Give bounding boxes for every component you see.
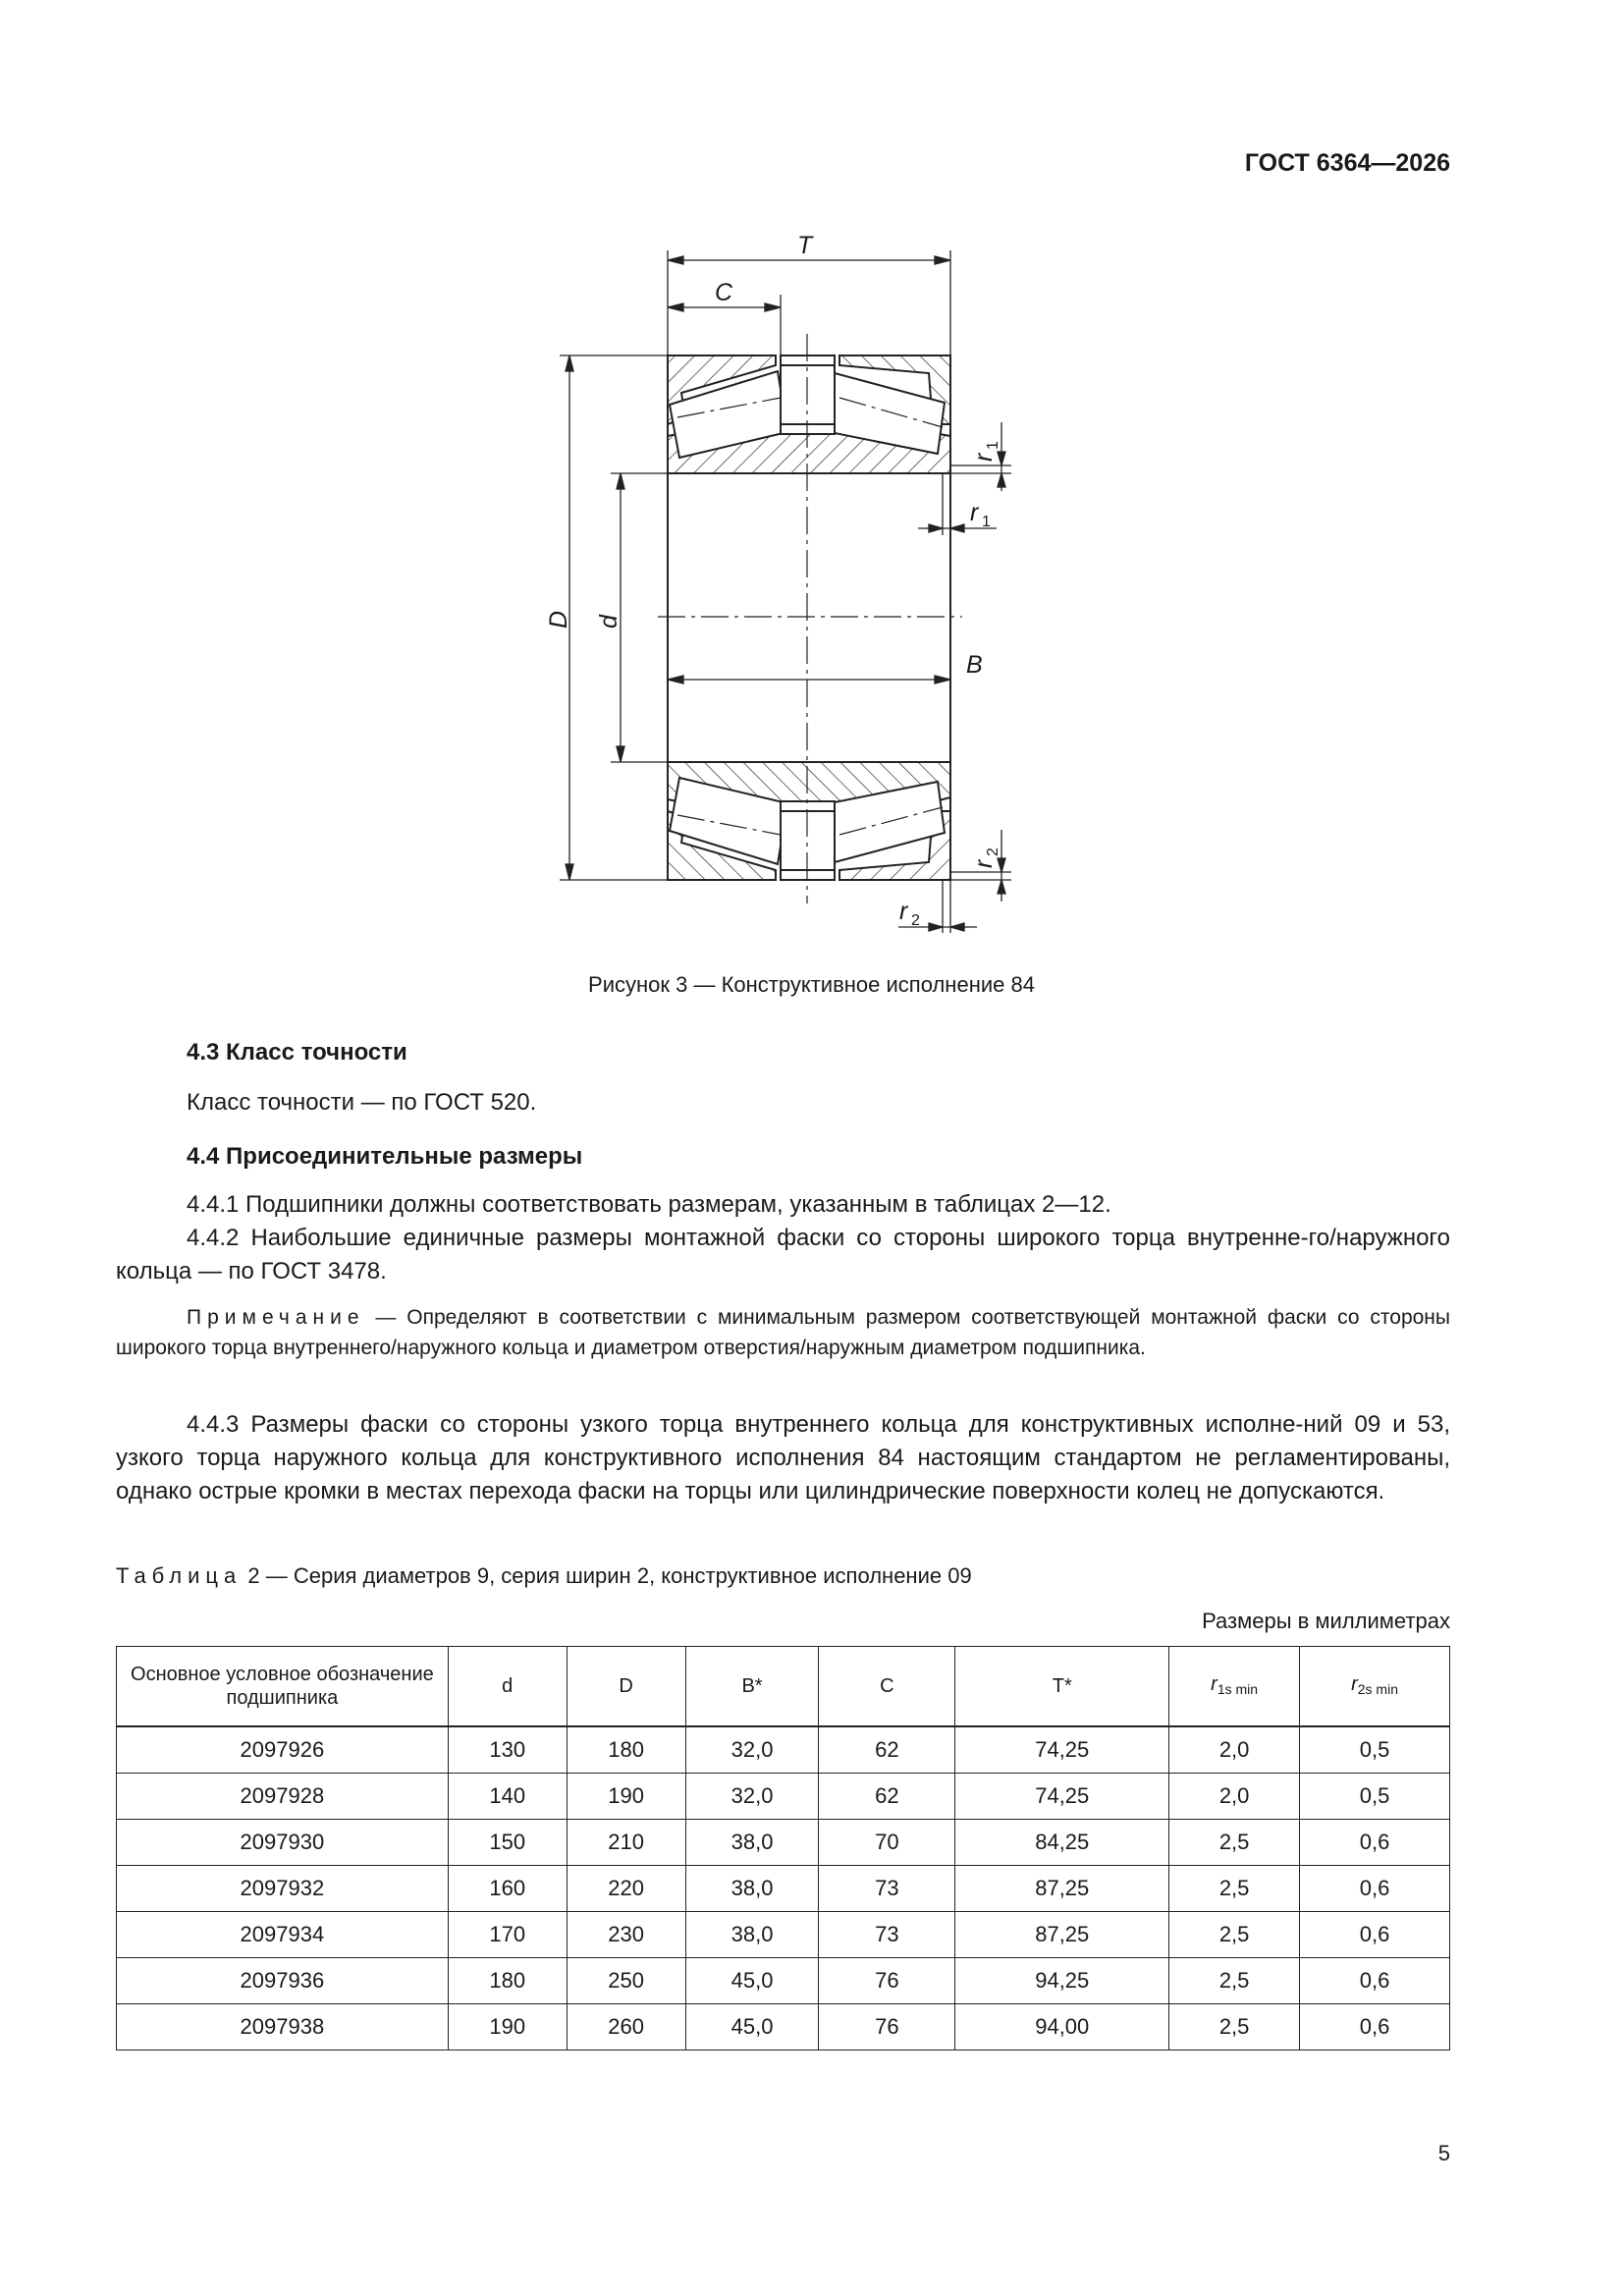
figure-caption: Рисунок 3 — Конструктивное исполнение 84 — [588, 972, 1035, 997]
section-4-3-text: Класс точности — по ГОСТ 520. — [187, 1089, 537, 1116]
table-cell: 0,6 — [1300, 1820, 1450, 1866]
dim-label-d: d — [595, 615, 622, 629]
paragraph-4-4-3: 4.4.3 Размеры фаски со стороны узкого торца внутреннего кольца для конструктивных исполне-ний 09 и 53, узкого торца наружного кольца для конструктивного исполнения 84 настоящим стандартом не регламентированы, однако острые кромки в местах перехода фаски на торцы или цилиндрические поверхности колец не допускаются. — [116, 1411, 1450, 1504]
table-cell: 220 — [567, 1866, 685, 1912]
table-row — [117, 1866, 1450, 1912]
dim-label-B: B — [966, 651, 983, 679]
table-cell: 2,0 — [1169, 1726, 1300, 1774]
dim-label-r2-horizontal: r — [899, 898, 908, 925]
table-label: Таблица — [116, 1563, 243, 1588]
note — [116, 1302, 1450, 1363]
table-cell: 73 — [819, 1866, 955, 1912]
table-cell: 2097930 — [117, 1820, 449, 1866]
table-cell: 76 — [819, 2004, 955, 2050]
table-row — [117, 1958, 1450, 2004]
table-cell: 74,25 — [955, 1774, 1169, 1820]
table-row — [117, 2004, 1450, 2050]
table-cell: 45,0 — [685, 1958, 819, 2004]
table-units: Размеры в миллиметрах — [1202, 1609, 1450, 1633]
table-cell: 180 — [567, 1726, 685, 1774]
table-cell: 260 — [567, 2004, 685, 2050]
table-cell: 62 — [819, 1774, 955, 1820]
table-cell: 180 — [448, 1958, 567, 2004]
col-header-d: d — [448, 1647, 567, 1727]
table-cell: 84,25 — [955, 1820, 1169, 1866]
table-cell: 2,5 — [1169, 1820, 1300, 1866]
note-text: — Определяют в соответствии с минимальным размером соответствующей монтажной фаски со стороны широкого торца внутреннего/наружного кольца и диаметром отверстия/наружным диаметром подшипника. — [116, 1306, 1450, 1359]
col-header-C: C — [819, 1647, 955, 1727]
table-cell: 62 — [819, 1726, 955, 1774]
table-cell: 2,5 — [1169, 1912, 1300, 1958]
table-header-row — [117, 1647, 1450, 1727]
dim-label-T: T — [797, 232, 813, 259]
table-cell: 2097938 — [117, 2004, 449, 2050]
col-header-r2s-min: $r_{2s min}$ — [1300, 1647, 1450, 1727]
standard-designation: ГОСТ 6364—2026 — [1244, 149, 1450, 177]
table-cell: 250 — [567, 1958, 685, 2004]
table-cell: 94,00 — [955, 2004, 1169, 2050]
table-title — [116, 1563, 972, 1589]
table-cell: 87,25 — [955, 1866, 1169, 1912]
table-cell: 2,5 — [1169, 1958, 1300, 2004]
table-cell: 70 — [819, 1820, 955, 1866]
section-4-4-heading: 4.4 Присоединительные размеры — [187, 1143, 583, 1170]
table-cell: 230 — [567, 1912, 685, 1958]
dim-label-r1-vertical-sub: 1 — [985, 441, 1001, 450]
table-cell: 32,0 — [685, 1774, 819, 1820]
table-cell: 130 — [448, 1726, 567, 1774]
col-header-T: T* — [955, 1647, 1169, 1727]
table-cell: 210 — [567, 1820, 685, 1866]
table-cell: 0,5 — [1300, 1774, 1450, 1820]
table-cell: 38,0 — [685, 1820, 819, 1866]
table-cell: 76 — [819, 1958, 955, 2004]
table-cell: 38,0 — [685, 1866, 819, 1912]
table-row — [117, 1820, 1450, 1866]
table-cell: 160 — [448, 1866, 567, 1912]
table-cell: 38,0 — [685, 1912, 819, 1958]
dim-label-r1-vertical: r — [970, 453, 998, 462]
table-cell: 32,0 — [685, 1726, 819, 1774]
table-cell: 73 — [819, 1912, 955, 1958]
col-header-D: D — [567, 1647, 685, 1727]
note-label: Примечание — [187, 1306, 365, 1329]
table-cell: 2097932 — [117, 1866, 449, 1912]
table-row — [117, 1774, 1450, 1820]
table-cell: 2,0 — [1169, 1774, 1300, 1820]
table-cell: 2,5 — [1169, 1866, 1300, 1912]
table-cell: 0,5 — [1300, 1726, 1450, 1774]
paragraph-4-4-1: 4.4.1 Подшипники должны соответствовать размерам, указанным в таблицах 2—12. — [187, 1191, 1111, 1218]
dim-label-D: D — [545, 610, 572, 629]
table-cell: 190 — [567, 1774, 685, 1820]
table-cell: 0,6 — [1300, 2004, 1450, 2050]
table-cell: 0,6 — [1300, 1866, 1450, 1912]
section-4-3-heading: 4.3 Класс точности — [187, 1039, 407, 1066]
table-cell: 94,25 — [955, 1958, 1169, 2004]
dim-label-C: C — [715, 279, 733, 306]
dimensions-table — [116, 1646, 1450, 2050]
table-cell: 190 — [448, 2004, 567, 2050]
page-number: 5 — [1437, 2141, 1450, 2165]
table-cell: 87,25 — [955, 1912, 1169, 1958]
table-cell: 2,5 — [1169, 2004, 1300, 2050]
bearing-drawing — [0, 0, 1623, 982]
table-cell: 45,0 — [685, 2004, 819, 2050]
table-cell: 2097934 — [117, 1912, 449, 1958]
table-cell: 74,25 — [955, 1726, 1169, 1774]
table-cell: 140 — [448, 1774, 567, 1820]
col-header-designation: Основное условное обозначение подшипника — [117, 1647, 449, 1727]
col-header-B: B* — [685, 1647, 819, 1727]
table-cell: 2097926 — [117, 1726, 449, 1774]
dim-label-r2-vertical-sub: 2 — [985, 847, 1001, 856]
table-cell: 0,6 — [1300, 1912, 1450, 1958]
table-title-text: 2 — Серия диаметров 9, серия ширин 2, конструктивное исполнение 09 — [242, 1563, 972, 1588]
dim-label-r1-horizontal: r — [970, 499, 979, 526]
table-row — [117, 1726, 1450, 1774]
table-cell: 2097936 — [117, 1958, 449, 2004]
dim-label-r2-horizontal-sub: 2 — [911, 912, 920, 929]
table-cell: 2097928 — [117, 1774, 449, 1820]
table-cell: 170 — [448, 1912, 567, 1958]
table-cell: 0,6 — [1300, 1958, 1450, 2004]
dim-label-r1-horizontal-sub: 1 — [982, 514, 991, 530]
table-row — [117, 1912, 1450, 1958]
table-cell: 150 — [448, 1820, 567, 1866]
dim-label-r2-vertical: r — [970, 859, 998, 868]
col-header-r1s-min: $r_{1s min}$ — [1169, 1647, 1300, 1727]
paragraph-4-4-2: 4.4.2 Наибольшие единичные размеры монтажной фаски со стороны широкого торца внутренне-го/наружного кольца — по ГОСТ 3478. — [116, 1225, 1450, 1285]
